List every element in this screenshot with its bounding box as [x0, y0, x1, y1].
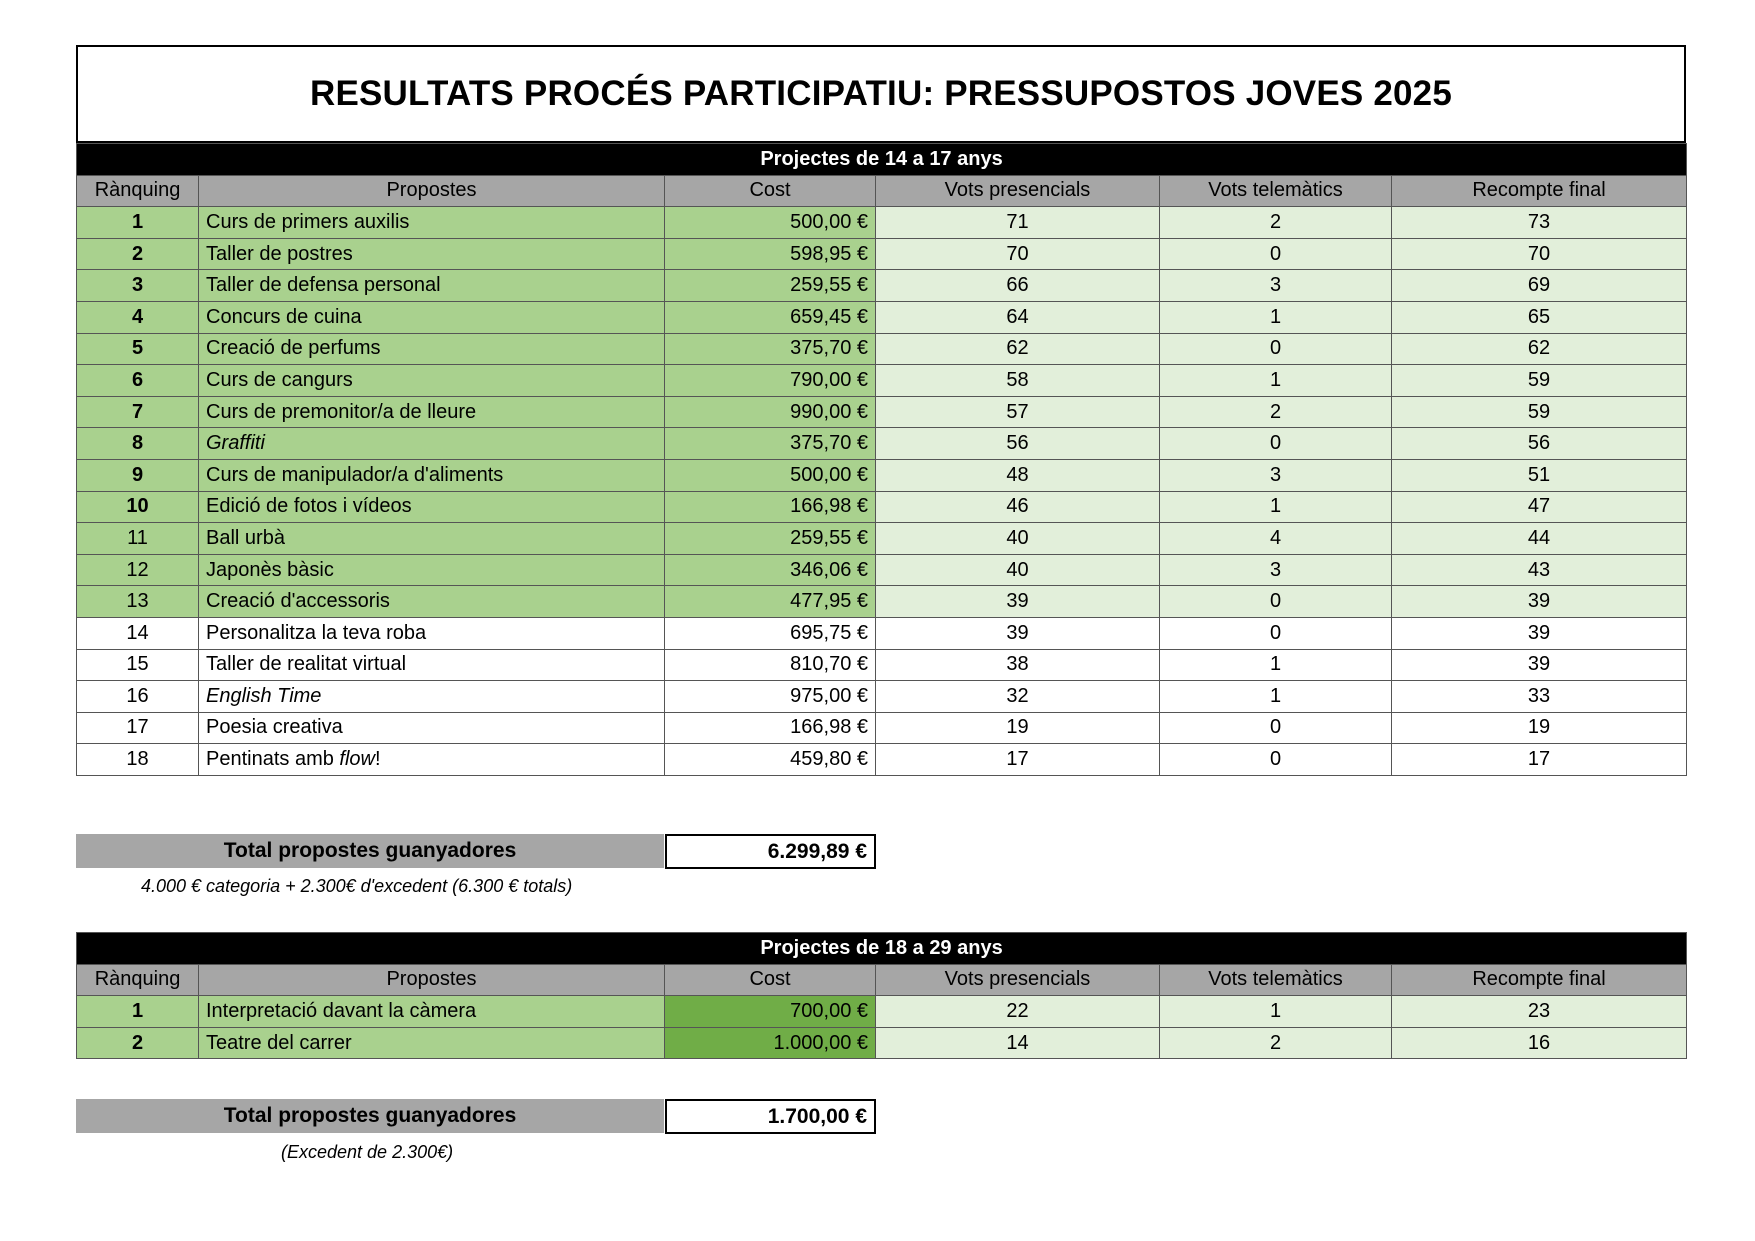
- table-row: [77, 365, 1687, 397]
- proposal-name-cell: Concurs de cuina: [199, 301, 665, 333]
- rank-cell: 9: [77, 459, 199, 491]
- budget-note-18-29: (Excedent de 2.300€): [281, 1142, 454, 1162]
- table-row: [77, 491, 1687, 523]
- in-person-votes-cell: 62: [876, 333, 1160, 365]
- rank-cell: 16: [77, 681, 199, 713]
- online-votes-cell: 1: [1160, 681, 1392, 713]
- final-count-cell: 43: [1392, 554, 1687, 586]
- rank-cell: 12: [77, 554, 199, 586]
- rank-cell: 3: [77, 270, 199, 302]
- final-count-cell: 70: [1392, 238, 1687, 270]
- proposal-name-cell: Personalitza la teva roba: [199, 617, 665, 649]
- col-header-final-count: Recompte final: [1392, 175, 1687, 207]
- online-votes-cell: 3: [1160, 270, 1392, 302]
- total-label-18-29: Total propostes guanyadores: [76, 1099, 664, 1133]
- rank-cell: 18: [77, 744, 199, 776]
- proposal-name-cell: Curs de primers auxilis: [199, 207, 665, 239]
- online-votes-cell: 2: [1160, 396, 1392, 428]
- col-header-online-votes: Vots telemàtics: [1160, 175, 1392, 207]
- rank-cell: 15: [77, 649, 199, 681]
- proposal-name-cell: Creació d'accessoris: [199, 586, 665, 618]
- final-count-cell: 39: [1392, 649, 1687, 681]
- table-row: [77, 270, 1687, 302]
- online-votes-cell: 1: [1160, 491, 1392, 523]
- in-person-votes-cell: 17: [876, 744, 1160, 776]
- table-row: [77, 617, 1687, 649]
- rank-cell: 2: [77, 238, 199, 270]
- proposal-name-cell: Taller de postres: [199, 238, 665, 270]
- proposal-name-cell: Curs de premonitor/a de lleure: [199, 396, 665, 428]
- final-count-cell: 62: [1392, 333, 1687, 365]
- col-header-proposals: Propostes: [199, 175, 665, 207]
- in-person-votes-cell: 39: [876, 617, 1160, 649]
- final-count-cell: 69: [1392, 270, 1687, 302]
- cost-cell: 459,80 €: [665, 744, 876, 776]
- in-person-votes-cell: 57: [876, 396, 1160, 428]
- cost-cell: 259,55 €: [665, 523, 876, 555]
- proposal-name-cell: Curs de cangurs: [199, 365, 665, 397]
- proposal-name-cell: [199, 744, 665, 776]
- results-table-14-17: [76, 143, 1687, 776]
- section-heading: Projectes de 18 a 29 anys: [77, 933, 1687, 965]
- online-votes-cell: 0: [1160, 617, 1392, 649]
- col-header-in-person-votes: Vots presencials: [876, 175, 1160, 207]
- online-votes-cell: 0: [1160, 712, 1392, 744]
- in-person-votes-cell: 56: [876, 428, 1160, 460]
- table-row: [77, 207, 1687, 239]
- in-person-votes-cell: 71: [876, 207, 1160, 239]
- results-table-18-29: [76, 932, 1687, 1059]
- table-row: [77, 301, 1687, 333]
- cost-cell: 500,00 €: [665, 207, 876, 239]
- final-count-cell: 39: [1392, 617, 1687, 649]
- cost-cell: 990,00 €: [665, 396, 876, 428]
- proposal-name-cell: Poesia creativa: [199, 712, 665, 744]
- col-header-rank: Rànquing: [77, 964, 199, 996]
- table-row: [77, 459, 1687, 491]
- rank-cell: 4: [77, 301, 199, 333]
- section-heading: Projectes de 14 a 17 anys: [77, 144, 1687, 176]
- table-row: [77, 523, 1687, 555]
- online-votes-cell: 0: [1160, 238, 1392, 270]
- proposal-name-cell: Japonès bàsic: [199, 554, 665, 586]
- online-votes-cell: 0: [1160, 428, 1392, 460]
- final-count-cell: 59: [1392, 396, 1687, 428]
- proposal-name-italic: flow: [339, 748, 375, 771]
- page-title: RESULTATS PROCÉS PARTICIPATIU: PRESSUPOSTOS JOVES 2025: [309, 74, 1453, 113]
- col-header-final-count: Recompte final: [1392, 964, 1687, 996]
- proposal-name-text: Pentinats amb: [206, 748, 340, 771]
- in-person-votes-cell: 39: [876, 586, 1160, 618]
- final-count-cell: 33: [1392, 681, 1687, 713]
- proposal-name-cell: English Time: [199, 681, 665, 713]
- table-row: [77, 554, 1687, 586]
- final-count-cell: 19: [1392, 712, 1687, 744]
- in-person-votes-cell: 32: [876, 681, 1160, 713]
- in-person-votes-cell: 14: [876, 1027, 1160, 1059]
- in-person-votes-cell: 22: [876, 996, 1160, 1028]
- online-votes-cell: 1: [1160, 649, 1392, 681]
- final-count-cell: 16: [1392, 1027, 1687, 1059]
- in-person-votes-cell: 58: [876, 365, 1160, 397]
- final-count-cell: 23: [1392, 996, 1687, 1028]
- cost-cell: 598,95 €: [665, 238, 876, 270]
- cost-cell: 500,00 €: [665, 459, 876, 491]
- online-votes-cell: 2: [1160, 1027, 1392, 1059]
- table-row: [77, 428, 1687, 460]
- in-person-votes-cell: 70: [876, 238, 1160, 270]
- table-row: [77, 744, 1687, 776]
- rank-cell: 1: [77, 207, 199, 239]
- table-header-row: [77, 175, 1687, 207]
- rank-cell: 6: [77, 365, 199, 397]
- online-votes-cell: 0: [1160, 333, 1392, 365]
- table-row: [77, 238, 1687, 270]
- online-votes-cell: 1: [1160, 301, 1392, 333]
- online-votes-cell: 1: [1160, 996, 1392, 1028]
- proposal-name-cell: Ball urbà: [199, 523, 665, 555]
- col-header-cost: Cost: [665, 964, 876, 996]
- final-count-cell: 59: [1392, 365, 1687, 397]
- cost-cell: 375,70 €: [665, 428, 876, 460]
- cost-cell: 659,45 €: [665, 301, 876, 333]
- cost-cell: 166,98 €: [665, 712, 876, 744]
- online-votes-cell: 0: [1160, 586, 1392, 618]
- rank-cell: 7: [77, 396, 199, 428]
- final-count-cell: 65: [1392, 301, 1687, 333]
- table-row: [77, 396, 1687, 428]
- proposal-name-cell: Interpretació davant la càmera: [199, 996, 665, 1028]
- rank-cell: 10: [77, 491, 199, 523]
- col-header-proposals: Propostes: [199, 964, 665, 996]
- rank-cell: 11: [77, 523, 199, 555]
- col-header-online-votes: Vots telemàtics: [1160, 964, 1392, 996]
- cost-cell: 810,70 €: [665, 649, 876, 681]
- table-row: [77, 681, 1687, 713]
- online-votes-cell: 0: [1160, 744, 1392, 776]
- final-count-cell: 47: [1392, 491, 1687, 523]
- col-header-cost: Cost: [665, 175, 876, 207]
- col-header-in-person-votes: Vots presencials: [876, 964, 1160, 996]
- total-value-14-17: 6.299,89 €: [665, 834, 876, 869]
- proposal-name-cell: Curs de manipulador/a d'aliments: [199, 459, 665, 491]
- proposal-name-cell: Teatre del carrer: [199, 1027, 665, 1059]
- total-value-18-29: 1.700,00 €: [665, 1099, 876, 1134]
- proposal-name-cell: Edició de fotos i vídeos: [199, 491, 665, 523]
- budget-note-14-17: 4.000 € categoria + 2.300€ d'excedent (6.300 € totals): [141, 876, 573, 896]
- col-header-rank: Rànquing: [77, 175, 199, 207]
- rank-cell: 13: [77, 586, 199, 618]
- proposal-name-suffix: !: [375, 748, 381, 771]
- final-count-cell: 39: [1392, 586, 1687, 618]
- online-votes-cell: 1: [1160, 365, 1392, 397]
- table-row: [77, 586, 1687, 618]
- page-title-box: [76, 45, 1686, 143]
- in-person-votes-cell: 64: [876, 301, 1160, 333]
- cost-cell: 375,70 €: [665, 333, 876, 365]
- total-label-14-17: Total propostes guanyadores: [76, 834, 664, 868]
- final-count-cell: 44: [1392, 523, 1687, 555]
- final-count-cell: 56: [1392, 428, 1687, 460]
- table-row: [77, 996, 1687, 1028]
- final-count-cell: 51: [1392, 459, 1687, 491]
- in-person-votes-cell: 38: [876, 649, 1160, 681]
- table-header-row: [77, 964, 1687, 996]
- in-person-votes-cell: 46: [876, 491, 1160, 523]
- table-row: [77, 333, 1687, 365]
- cost-cell: 700,00 €: [665, 996, 876, 1028]
- rank-cell: 14: [77, 617, 199, 649]
- in-person-votes-cell: 48: [876, 459, 1160, 491]
- cost-cell: 166,98 €: [665, 491, 876, 523]
- cost-cell: 790,00 €: [665, 365, 876, 397]
- rank-cell: 5: [77, 333, 199, 365]
- online-votes-cell: 4: [1160, 523, 1392, 555]
- online-votes-cell: 3: [1160, 554, 1392, 586]
- in-person-votes-cell: 19: [876, 712, 1160, 744]
- proposal-name-cell: Graffiti: [199, 428, 665, 460]
- in-person-votes-cell: 66: [876, 270, 1160, 302]
- in-person-votes-cell: 40: [876, 554, 1160, 586]
- rank-cell: 1: [77, 996, 199, 1028]
- cost-cell: 477,95 €: [665, 586, 876, 618]
- cost-cell: 975,00 €: [665, 681, 876, 713]
- online-votes-cell: 2: [1160, 207, 1392, 239]
- cost-cell: 346,06 €: [665, 554, 876, 586]
- rank-cell: 8: [77, 428, 199, 460]
- rank-cell: 17: [77, 712, 199, 744]
- cost-cell: 695,75 €: [665, 617, 876, 649]
- final-count-cell: 73: [1392, 207, 1687, 239]
- cost-cell: 259,55 €: [665, 270, 876, 302]
- proposal-name-cell: Taller de defensa personal: [199, 270, 665, 302]
- rank-cell: 2: [77, 1027, 199, 1059]
- table-row: [77, 1027, 1687, 1059]
- proposal-name-cell: Creació de perfums: [199, 333, 665, 365]
- in-person-votes-cell: 40: [876, 523, 1160, 555]
- proposal-name-cell: Taller de realitat virtual: [199, 649, 665, 681]
- table-row: [77, 712, 1687, 744]
- table-row: [77, 649, 1687, 681]
- cost-cell: 1.000,00 €: [665, 1027, 876, 1059]
- online-votes-cell: 3: [1160, 459, 1392, 491]
- final-count-cell: 17: [1392, 744, 1687, 776]
